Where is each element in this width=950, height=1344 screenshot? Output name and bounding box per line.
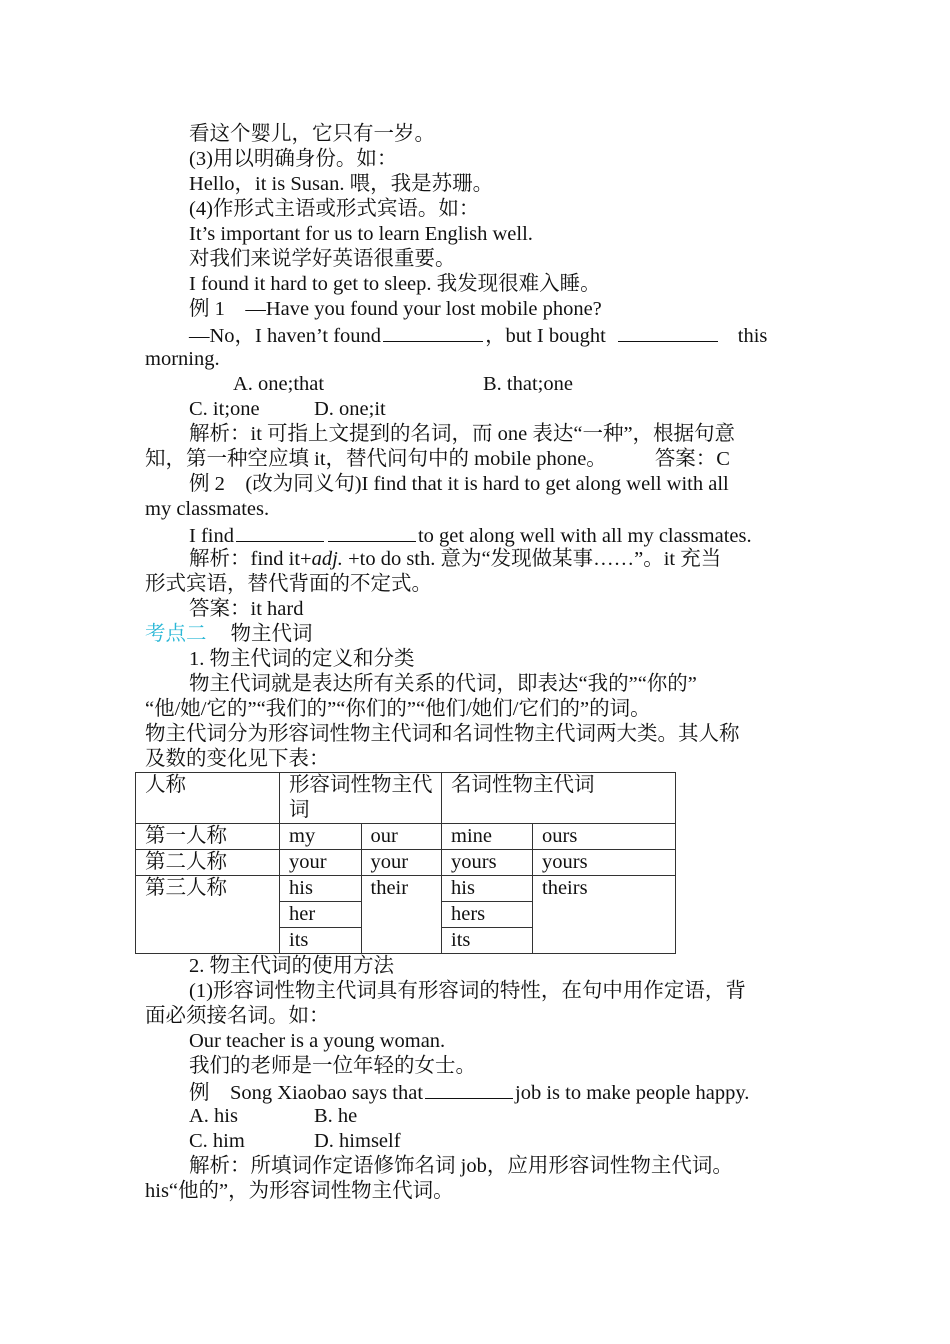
example-2-blank-line [145, 522, 807, 547]
text-line: 面必须接名词。如： [145, 1005, 330, 1027]
subheading: 2. 物主代词的使用方法 [189, 955, 394, 977]
section-label: 考点二 [145, 623, 207, 645]
text-segment: +to do sth. 意为“发现做某事……”。it 充当 [342, 548, 722, 570]
cell-person: 第三人称 [136, 876, 280, 954]
analysis-line [145, 447, 807, 472]
options-line [145, 372, 807, 397]
subheading: 1. 物主代词的定义和分类 [189, 648, 415, 670]
text-line: 看这个婴儿，它只有一岁。 [189, 123, 435, 145]
cell-noun-sing: its [442, 928, 533, 954]
cell-adj-sing: my [280, 824, 362, 850]
cell-adj-plur: their [361, 876, 442, 954]
text-segment: ，but I bought [485, 325, 606, 347]
section-heading [145, 622, 807, 647]
header-adj-possessive: 形容词性物主代词 [280, 773, 442, 824]
text-line: (1)形容词性物主代词具有形容词的特性，在句中用作定语，背 [189, 980, 746, 1002]
cell-noun-plur: ours [533, 824, 676, 850]
section-title: 物主代词 [230, 623, 313, 645]
text-line: (3)用以明确身份。如： [189, 148, 398, 170]
option-c: C. him [189, 1130, 245, 1152]
cell-noun-plur: yours [533, 850, 676, 876]
text-segment: 例 Song Xiaobao says that [189, 1082, 424, 1104]
text-segment: 知，第一种空应填 it，替代问句中的 mobile phone。 [145, 448, 607, 470]
cell-adj-sing: your [280, 850, 362, 876]
cell-noun-sing: mine [442, 824, 533, 850]
analysis-line: 形式宾语，替代背面的不定式。 [145, 573, 432, 595]
options-line [145, 1104, 807, 1129]
option-b: B. that;one [483, 373, 573, 395]
text-segment: this [737, 325, 768, 347]
text-line: 我们的老师是一位年轻的女士。 [189, 1055, 476, 1077]
answer-blank[interactable] [618, 322, 718, 342]
text-line: 对我们来说学好英语很重要。 [189, 248, 456, 270]
answer-line: 答案：it hard [189, 598, 304, 620]
option-d: D. himself [314, 1130, 401, 1152]
text-line: my classmates. [145, 498, 270, 520]
example-2-question: 例 2 (改为同义句)I find that it is hard to get along well with all [189, 473, 729, 495]
cell-noun-sing: yours [442, 850, 533, 876]
header-person: 人称 [136, 773, 280, 824]
text-segment: job is to make people happy. [515, 1082, 750, 1104]
text-line: Our teacher is a young woman. [189, 1030, 446, 1052]
table-row [136, 876, 676, 902]
answer-text: 答案：C [654, 448, 730, 470]
text-line: Hello，it is Susan. 喂，我是苏珊。 [189, 173, 494, 195]
options-line [145, 1129, 807, 1154]
example-1-question: 例 1 —Have you found your lost mobile phone? [189, 298, 602, 320]
options-line [145, 397, 807, 422]
text-line: 物主代词分为形容词性物主代词和名词性物主代词两大类。其人称 [145, 723, 740, 745]
answer-blank[interactable] [383, 322, 483, 342]
option-d: D. one;it [314, 398, 386, 420]
answer-blank[interactable] [328, 522, 416, 542]
answer-blank[interactable] [236, 522, 324, 542]
example-3-question [145, 1079, 807, 1104]
answer-blank[interactable] [425, 1079, 513, 1099]
table-row [136, 850, 676, 876]
header-noun-possessive: 名词性物主代词 [442, 773, 676, 824]
text-line: It’s important for us to learn English well. [189, 223, 533, 245]
text-segment: —No，I haven’t found [189, 325, 382, 347]
cell-adj-plur: your [361, 850, 442, 876]
text-segment: I find [189, 525, 234, 547]
option-a: A. his [189, 1105, 238, 1127]
text-line: morning. [145, 348, 220, 370]
cell-noun-sing: his [442, 876, 533, 902]
cell-adj-plur: our [361, 824, 442, 850]
possessive-pronoun-table [135, 772, 676, 954]
analysis-line: 解析：it 可指上文提到的名词，而 one 表达“一种”，根据句意 [189, 423, 736, 445]
table-row [136, 824, 676, 850]
analysis-line: his“他的”，为形容词性物主代词。 [145, 1180, 454, 1202]
analysis-line [145, 547, 807, 572]
text-segment: 解析：find it+ [189, 548, 312, 570]
cell-adj-sing: her [280, 902, 362, 928]
text-line: 及数的变化见下表： [145, 748, 330, 770]
option-b: B. he [314, 1105, 358, 1127]
text-line: “他/她/它的”“我们的”“你们的”“他们/她们/它们的”的词。 [145, 698, 651, 720]
text-line: (4)作形式主语或形式宾语。如： [189, 198, 480, 220]
cell-person: 第二人称 [136, 850, 280, 876]
text-segment-italic: adj. [311, 548, 343, 570]
analysis-line: 解析：所填词作定语修饰名词 job，应用形容词性物主代词。 [189, 1155, 733, 1177]
cell-noun-plur: theirs [533, 876, 676, 954]
cell-noun-sing: hers [442, 902, 533, 928]
text-segment: to get along well with all my classmates. [417, 525, 752, 547]
option-a: A. one;that [233, 373, 325, 395]
cell-adj-sing: his [280, 876, 362, 902]
cell-person: 第一人称 [136, 824, 280, 850]
example-1-answer-line [145, 322, 807, 347]
table-header-row [136, 773, 676, 824]
text-line: I found it hard to get to sleep. 我发现很难入睡。 [189, 273, 601, 295]
document-page [145, 122, 807, 1204]
option-c: C. it;one [189, 398, 260, 420]
text-line: 物主代词就是表达所有关系的代词，即表达“我的”“你的” [189, 673, 697, 695]
cell-adj-sing: its [280, 928, 362, 954]
